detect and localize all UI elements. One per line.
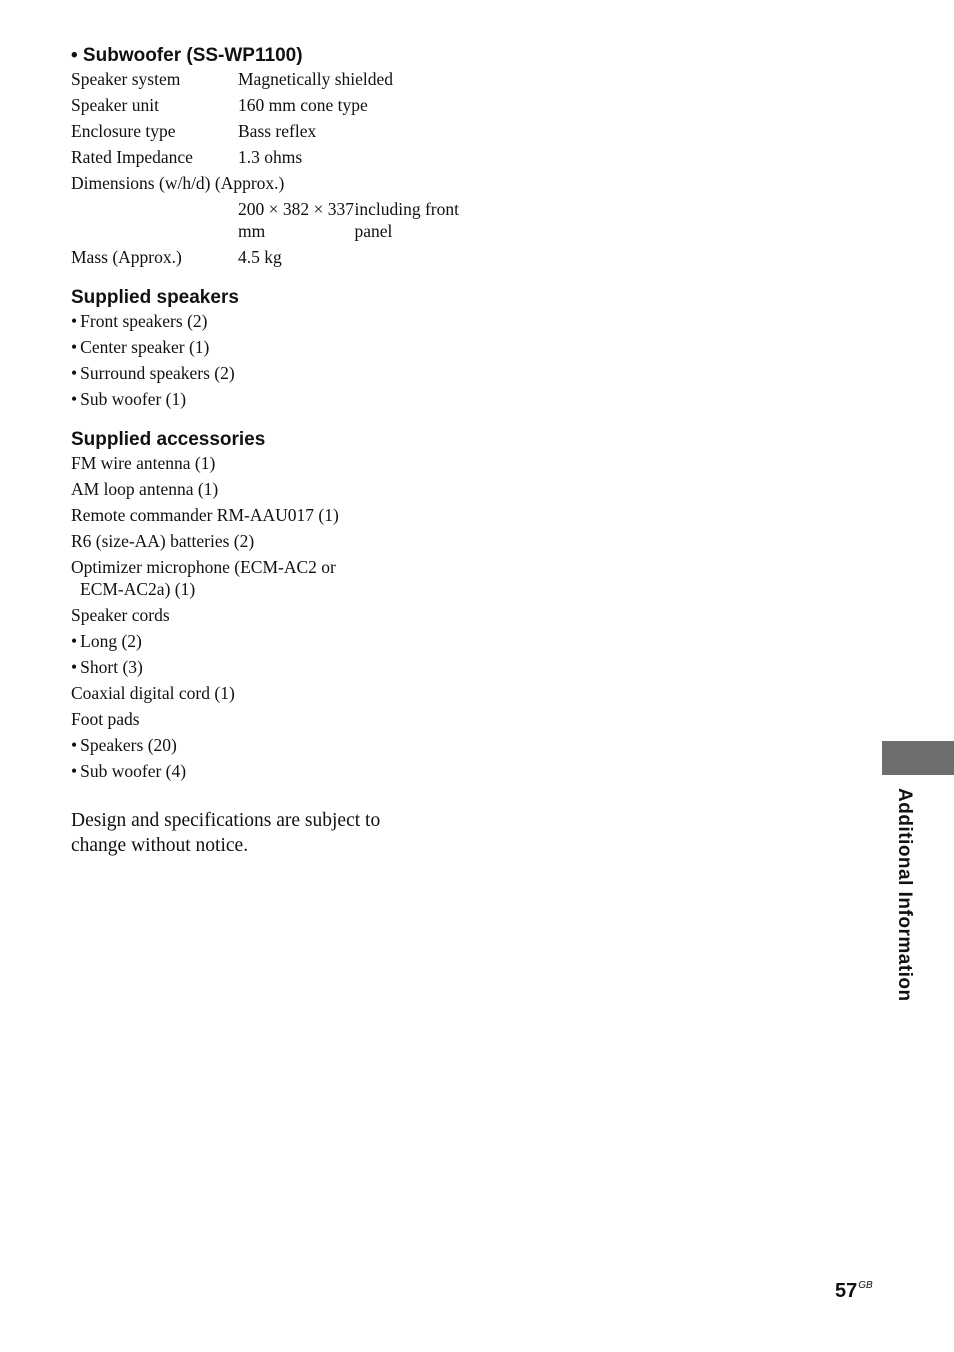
page-number bbox=[835, 1280, 873, 1303]
spec-row bbox=[71, 68, 471, 90]
section-tab bbox=[882, 741, 954, 775]
list-item: Coaxial digital cord (1) bbox=[71, 683, 235, 703]
list-item: • Center speaker (1) bbox=[71, 336, 471, 358]
list-item: • Sub woofer (1) bbox=[71, 388, 471, 410]
spec-row bbox=[71, 94, 471, 116]
spec-label: Speaker system bbox=[71, 69, 181, 89]
spec-value: Magnetically shielded bbox=[238, 69, 394, 89]
list-item: R6 (size-AA) batteries (2) bbox=[71, 531, 255, 551]
dimensions-value-line1: 200 × 382 × 337 mm bbox=[238, 199, 354, 241]
subwoofer-heading: • Subwoofer (SS-WP1100) bbox=[71, 45, 303, 66]
page-number-suffix: GB bbox=[858, 1280, 873, 1291]
list-item: • Sub woofer (4) bbox=[71, 760, 471, 782]
list-item: FM wire antenna (1) bbox=[71, 453, 216, 473]
mass-value: 4.5 kg bbox=[238, 247, 282, 267]
dimensions-value bbox=[71, 198, 471, 242]
specification-note: Design and specifications are subject to change without notice. bbox=[71, 810, 381, 856]
list-item: • Speakers (20) bbox=[71, 734, 471, 756]
list-item: • Short (3) bbox=[71, 656, 471, 678]
dimensions-value-line2: including front panel bbox=[354, 199, 459, 241]
main-column bbox=[71, 44, 471, 878]
spec-row bbox=[71, 120, 471, 142]
spec-label: Rated Impedance bbox=[71, 147, 193, 167]
spec-value: 1.3 ohms bbox=[238, 147, 303, 167]
section-label: Additional Information bbox=[894, 788, 915, 1002]
supplied-speakers-heading: Supplied speakers bbox=[71, 287, 239, 308]
spec-row bbox=[71, 146, 471, 168]
list-item: • Long (2) bbox=[71, 630, 471, 652]
spec-value: 160 mm cone type bbox=[238, 95, 368, 115]
supplied-speakers-list bbox=[71, 310, 471, 410]
mass-label: Mass (Approx.) bbox=[71, 247, 182, 267]
list-item: • Surround speakers (2) bbox=[71, 362, 471, 384]
spec-label: Speaker unit bbox=[71, 95, 159, 115]
spec-row bbox=[71, 246, 471, 268]
list-item: Remote commander RM-AAU017 (1) bbox=[71, 505, 339, 525]
list-item: Speaker cords bbox=[71, 605, 170, 625]
spec-label: Enclosure type bbox=[71, 121, 176, 141]
supplied-accessories-list bbox=[71, 452, 471, 782]
list-item: Foot pads bbox=[71, 709, 140, 729]
spec-value: Bass reflex bbox=[238, 121, 317, 141]
list-item: Optimizer microphone (ECM-AC2 or ECM-AC2a) (1) bbox=[71, 557, 336, 599]
list-item: • Front speakers (2) bbox=[71, 310, 471, 332]
subwoofer-specs bbox=[71, 68, 471, 268]
list-item: AM loop antenna (1) bbox=[71, 479, 219, 499]
dimensions-label: Dimensions (w/h/d) (Approx.) bbox=[71, 173, 285, 193]
supplied-accessories-heading: Supplied accessories bbox=[71, 429, 266, 450]
page-number-value: 57 bbox=[835, 1280, 858, 1302]
